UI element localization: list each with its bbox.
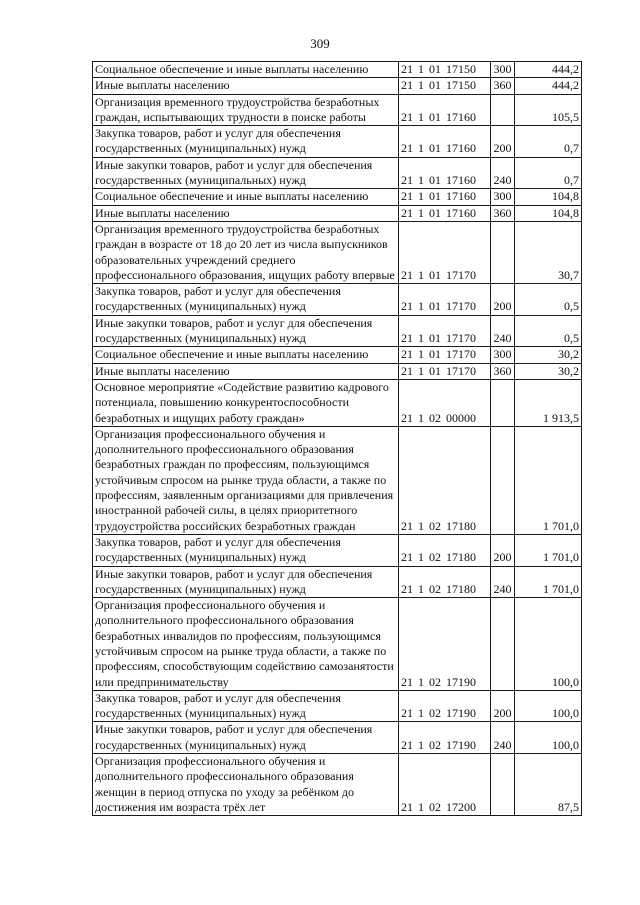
row-code: 21 1 01 17170 — [399, 221, 491, 283]
row-name: Закупка товаров, работ и услуг для обеспечения государственных (муниципальных) нужд — [93, 534, 399, 566]
row-expense-type: 300 — [491, 62, 515, 78]
row-amount: 1 913,5 — [515, 379, 582, 426]
page-number: 309 — [310, 36, 330, 51]
row-expense-type: 200 — [491, 690, 515, 722]
row-name: Социальное обеспечение и иные выплаты населению — [93, 62, 399, 78]
row-amount: 105,5 — [515, 94, 582, 126]
row-code: 21 1 02 00000 — [399, 379, 491, 426]
row-code: 21 1 01 17150 — [399, 78, 491, 94]
row-name: Социальное обеспечение и иные выплаты населению — [93, 189, 399, 205]
row-amount: 87,5 — [515, 754, 582, 816]
row-code: 21 1 02 17180 — [399, 426, 491, 534]
row-name: Иные выплаты населению — [93, 78, 399, 94]
row-code: 21 1 01 17170 — [399, 363, 491, 379]
row-expense-type: 200 — [491, 126, 515, 158]
table-row — [93, 189, 582, 205]
table-row — [93, 754, 582, 816]
row-code: 21 1 01 17160 — [399, 189, 491, 205]
row-expense-type: 240 — [491, 566, 515, 598]
row-expense-type: 240 — [491, 315, 515, 347]
table-row — [93, 284, 582, 316]
row-name: Закупка товаров, работ и услуг для обеспечения государственных (муниципальных) нужд — [93, 284, 399, 316]
row-amount: 104,8 — [515, 205, 582, 221]
row-code: 21 1 02 17190 — [399, 690, 491, 722]
row-name: Социальное обеспечение и иные выплаты населению — [93, 347, 399, 363]
table-row — [93, 690, 582, 722]
row-amount: 1 701,0 — [515, 534, 582, 566]
row-name: Организация профессионального обучения и дополнительного профессионального образования женщин в период отпуска по уходу за ребёнком до достижения им возраста трёх лет — [93, 754, 399, 816]
table-row — [93, 94, 582, 126]
row-amount: 1 701,0 — [515, 566, 582, 598]
table-row — [93, 598, 582, 691]
table-row — [93, 205, 582, 221]
row-code: 21 1 02 17200 — [399, 754, 491, 816]
row-code: 21 1 01 17160 — [399, 157, 491, 189]
row-amount: 0,5 — [515, 315, 582, 347]
row-expense-type: 300 — [491, 189, 515, 205]
row-code: 21 1 01 17160 — [399, 205, 491, 221]
row-name: Организация временного трудоустройства безработных граждан в возрасте от 18 до 20 лет из числа выпускников образовательных учреждений среднего профессионального образования, ищущих работу впервые — [93, 221, 399, 283]
table-row — [93, 379, 582, 426]
row-code: 21 1 02 17190 — [399, 598, 491, 691]
row-expense-type: 300 — [491, 347, 515, 363]
row-name: Закупка товаров, работ и услуг для обеспечения государственных (муниципальных) нужд — [93, 690, 399, 722]
row-amount: 30,2 — [515, 347, 582, 363]
row-amount: 100,0 — [515, 690, 582, 722]
row-amount: 444,2 — [515, 62, 582, 78]
row-expense-type: 240 — [491, 722, 515, 754]
table-row — [93, 157, 582, 189]
row-code: 21 1 01 17160 — [399, 94, 491, 126]
row-name: Организация профессионального обучения и дополнительного профессионального образования безработных инвалидов по профессиям, пользующимся устойчивым спросом на рынке труда области, а также по профессиям, способствующим содействию самозанятости или предпринимательству — [93, 598, 399, 691]
row-name: Закупка товаров, работ и услуг для обеспечения государственных (муниципальных) нужд — [93, 126, 399, 158]
row-expense-type — [491, 94, 515, 126]
row-expense-type: 360 — [491, 363, 515, 379]
table-row — [93, 78, 582, 94]
row-expense-type: 360 — [491, 205, 515, 221]
row-expense-type — [491, 754, 515, 816]
row-expense-type — [491, 221, 515, 283]
row-amount: 444,2 — [515, 78, 582, 94]
row-expense-type: 200 — [491, 534, 515, 566]
table-row — [93, 363, 582, 379]
row-name: Иные закупки товаров, работ и услуг для обеспечения государственных (муниципальных) нужд — [93, 722, 399, 754]
table-row — [93, 315, 582, 347]
table-row — [93, 566, 582, 598]
table-row — [93, 347, 582, 363]
row-amount: 100,0 — [515, 598, 582, 691]
row-expense-type: 360 — [491, 78, 515, 94]
row-code: 21 1 02 17180 — [399, 534, 491, 566]
row-code: 21 1 02 17180 — [399, 566, 491, 598]
table-row — [93, 62, 582, 78]
row-expense-type: 200 — [491, 284, 515, 316]
row-name: Основное мероприятие «Содействие развитию кадрового потенциала, повышению конкурентоспособности безработных и ищущих работу граждан» — [93, 379, 399, 426]
row-expense-type — [491, 598, 515, 691]
row-amount: 0,5 — [515, 284, 582, 316]
row-amount: 30,7 — [515, 221, 582, 283]
row-name: Иные закупки товаров, работ и услуг для обеспечения государственных (муниципальных) нужд — [93, 566, 399, 598]
row-name: Организация профессионального обучения и дополнительного профессионального образования безработных граждан по профессиям, пользующимся устойчивым спросом на рынке труда области, а также по профессиям, заявленным организациями для привлечения иностранной рабочей силы, в целях приоритетного трудоустройства российских безработных граждан — [93, 426, 399, 534]
row-code: 21 1 02 17190 — [399, 722, 491, 754]
row-code: 21 1 01 17170 — [399, 347, 491, 363]
table-row — [93, 722, 582, 754]
row-amount: 100,0 — [515, 722, 582, 754]
row-amount: 30,2 — [515, 363, 582, 379]
row-name: Иные выплаты населению — [93, 363, 399, 379]
row-name: Иные закупки товаров, работ и услуг для обеспечения государственных (муниципальных) нужд — [93, 157, 399, 189]
row-expense-type: 240 — [491, 157, 515, 189]
row-code: 21 1 01 17170 — [399, 315, 491, 347]
row-code: 21 1 01 17170 — [399, 284, 491, 316]
row-name: Иные закупки товаров, работ и услуг для обеспечения государственных (муниципальных) нужд — [93, 315, 399, 347]
table-row — [93, 534, 582, 566]
row-code: 21 1 01 17160 — [399, 126, 491, 158]
row-amount: 0,7 — [515, 126, 582, 158]
row-expense-type — [491, 379, 515, 426]
row-expense-type — [491, 426, 515, 534]
row-amount: 104,8 — [515, 189, 582, 205]
table-row — [93, 426, 582, 534]
row-code: 21 1 01 17150 — [399, 62, 491, 78]
row-amount: 1 701,0 — [515, 426, 582, 534]
table-row — [93, 126, 582, 158]
row-amount: 0,7 — [515, 157, 582, 189]
budget-table — [92, 61, 582, 816]
row-name: Организация временного трудоустройства безработных граждан, испытывающих трудности в поиске работы — [93, 94, 399, 126]
row-name: Иные выплаты населению — [93, 205, 399, 221]
table-row — [93, 221, 582, 283]
